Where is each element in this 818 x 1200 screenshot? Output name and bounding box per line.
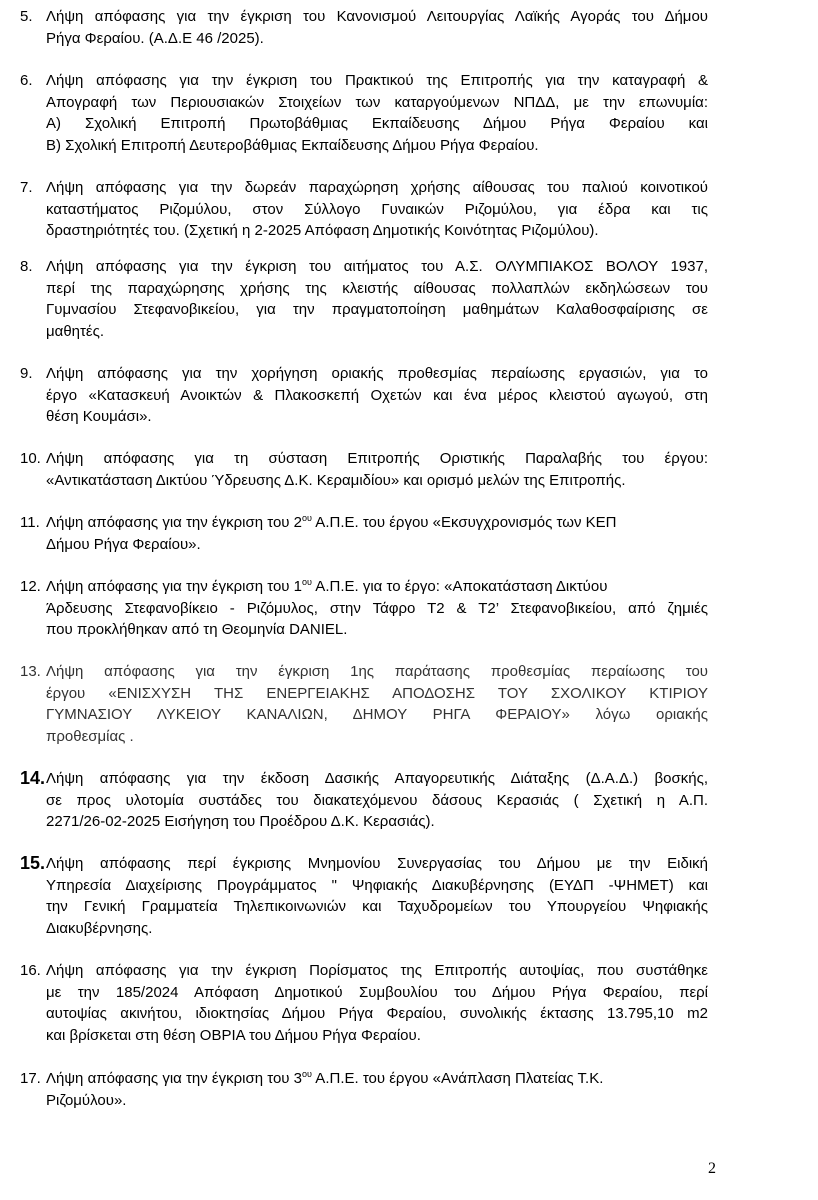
item-number: 6. (20, 72, 33, 89)
agenda-item-13 (20, 661, 708, 747)
item-line: περί της παραχώρησης χρήσης της κλειστής αίθουσας πολλαπλών εκδηλώσεων του (46, 279, 708, 297)
item-number: 15. (20, 853, 46, 873)
item-number: 13. (20, 663, 41, 680)
item-line: την Γενική Γραμματεία Τηλεπικοινωνιών και Ταχυδρομείων του Υπουργείου Ψηφιακής (46, 898, 708, 915)
item-line-start: Λήψη απόφασης για την έγκριση του 2 (46, 514, 303, 531)
item-number: 8. (20, 258, 33, 275)
item-line: με την 185/2024 Απόφαση Δημοτικού Συμβουλίου του Δήμου Ρήγα Φεραίου, περί (46, 983, 708, 1001)
item-number: 7. (20, 179, 33, 196)
ordinal-superscript: ου (302, 577, 312, 587)
item-line: δραστηριότητές του. (Σχετική η 2-2025 Απόφαση Δημοτικής Κοινότητας Ριζομύλου). (46, 222, 599, 239)
item-line-end: Α.Π.Ε. του έργου «Ανάπλαση Πλατείας Τ.Κ. (311, 1070, 604, 1087)
agenda-item-7 (20, 177, 708, 242)
item-line: Λήψη απόφασης για τη σύσταση Επιτροπής Οριστικής Παραλαβής του έργου: (46, 450, 708, 467)
item-line: που προκλήθηκαν από τη Θεομηνία DANIEL. (46, 621, 348, 638)
agenda-item-9 (20, 363, 708, 428)
item-line (46, 512, 708, 534)
item-line: σε προς υλοτομία συστάδες του διακατεχόμενου δάσους Κερασιάς ( Σχετική η Α.Π. (46, 791, 708, 809)
agenda-item-5 (20, 6, 708, 49)
item-line: προθεσμίας . (46, 727, 134, 745)
item-line: 2271/26-02-2025 Εισήγηση του Προέδρου Δ.Κ. Κερασιάς). (46, 813, 435, 830)
item-line: Υπηρεσία Διαχείρισης Προγράμματος " Ψηφιακής Διακυβέρνησης (ΕΥΔΠ -ΨΗΜΕΤ) και (46, 876, 708, 894)
agenda-item-17 (20, 1068, 708, 1111)
item-number: 16. (20, 962, 41, 979)
item-line: Λήψη απόφασης περί έγκρισης Μνημονίου Συνεργασίας του Δήμου με την Ειδική (46, 855, 708, 872)
item-line-start: Λήψη απόφασης για την έγκριση του 1 (46, 578, 303, 595)
item-line: Διακυβέρνησης. (46, 919, 153, 937)
ordinal-superscript: ου (302, 513, 312, 523)
item-line: Άρδευσης Στεφανοβίκειο - Ριζόμυλος, στην Τάφρο Τ2 & Τ2’ Στεφανοβικείου, από ζημιές (46, 599, 708, 617)
item-number: 9. (20, 365, 33, 382)
item-line-end: Α.Π.Ε. για το έργο: «Αποκατάσταση Δικτύου (311, 578, 608, 595)
agenda-item-8 (20, 256, 708, 342)
item-number: 11. (20, 514, 40, 531)
item-line (46, 576, 708, 598)
ordinal-superscript: ου (302, 1069, 312, 1079)
agenda-item-11 (20, 512, 708, 555)
item-line: Λήψη απόφασης για την έγκριση του αιτήματος του Α.Σ. ΟΛΥΜΠΙΑΚΟΣ ΒΟΛΟΥ 1937, (46, 258, 708, 275)
item-number: 5. (20, 8, 33, 25)
item-line: Β) Σχολική Επιτροπή Δευτεροβάθμιας Εκπαίδευσης Δήμου Ρήγα Φεραίου. (46, 136, 539, 154)
item-line: Ρήγα Φεραίου. (Α.Δ.Ε 46 /2025). (46, 29, 264, 47)
item-line: Α) Σχολική Επιτροπή Πρωτοβάθμιας Εκπαίδευσης Δήμου Ρήγα Φεραίου και (46, 115, 708, 132)
item-line: Λήψη απόφασης για την χορήγηση οριακής προθεσμίας περαίωσης εργασιών, για το (46, 365, 708, 382)
item-line (46, 1068, 708, 1090)
item-number: 17. (20, 1070, 41, 1087)
agenda-item-14 (20, 768, 708, 833)
agenda-item-10 (20, 448, 708, 491)
item-line: και βρίσκεται στη θέση ΟΒΡΙΑ του Δήμου Ρήγα Φεραίου. (46, 1026, 421, 1044)
item-line: Λήψη απόφασης για την έκδοση Δασικής Απαγορευτικής Διάταξης (Δ.Α.Δ.) βοσκής, (46, 770, 708, 787)
item-line: Λήψη απόφασης για την δωρεάν παραχώρηση χρήσης αίθουσας του παλιού κοινοτικού (46, 179, 708, 196)
item-line: Λήψη απόφασης για την έγκριση του Κανονισμού Λειτουργίας Λαϊκής Αγοράς του Δήμου (46, 8, 708, 25)
item-number: 14. (20, 768, 46, 788)
item-line: αυτοψίας ακινήτου, ιδιοκτησίας Δήμου Ρήγα Φεραίου, συνολικής έκτασης 13.795,10 m2 (46, 1005, 708, 1022)
item-line: μαθητές. (46, 322, 105, 340)
agenda-item-12 (20, 576, 708, 641)
item-line-end: Α.Π.Ε. του έργου «Εκσυγχρονισμός των ΚΕΠ (311, 514, 617, 531)
item-line: καταστήματος Ριζομύλου, στον Σύλλογο Γυναικών Ριζομύλου, για έδρα και τις (46, 200, 708, 218)
page-number: 2 (708, 1160, 716, 1177)
item-line: Ριζομύλου». (46, 1091, 127, 1109)
item-line: έργου «ΕΝΙΣΧΥΣΗ ΤΗΣ ΕΝΕΡΓΕΙΑΚΗΣ ΑΠΟΔΟΣΗΣ ΤΟΥ ΣΧΟΛΙΚΟΥ ΚΤΙΡΙΟΥ (46, 684, 708, 702)
agenda-item-15 (20, 853, 708, 939)
item-line: «Αντικατάσταση Δικτύου Ύδρευσης Δ.Κ. Κεραμιδίου» και ορισμό μελών της Επιτροπής. (46, 471, 626, 489)
item-line: θέση Κουμάσι». (46, 408, 152, 425)
item-line: Απογραφή των Περιουσιακών Στοιχείων των καταργούμενων ΝΠΔΔ, με την επωνυμία: (46, 93, 708, 111)
item-line: ΓΥΜΝΑΣΙΟΥ ΛΥΚΕΙΟΥ ΚΑΝΑΛΙΩΝ, ΔΗΜΟΥ ΡΗΓΑ ΦΕΡΑΙΟΥ» λόγω οριακής (46, 706, 708, 723)
item-number: 12. (20, 578, 41, 595)
item-number: 10. (20, 450, 41, 467)
item-line-start: Λήψη απόφασης για την έγκριση του 3 (46, 1070, 303, 1087)
item-line: Γυμνασίου Στεφανοβικείου, για την πραγματοποίηση μαθημάτων Καλαθοσφαίρισης σε (46, 301, 708, 318)
item-line: Λήψη απόφασης για την έγκριση 1ης παράτασης προθεσμίας περαίωσης του (46, 663, 708, 680)
agenda-item-6 (20, 70, 708, 156)
item-line: Δήμου Ρήγα Φεραίου». (46, 535, 201, 553)
item-line: Λήψη απόφασης για την έγκριση του Πρακτικού της Επιτροπής για την καταγραφή & (46, 72, 708, 89)
item-line: έργο «Κατασκευή Ανοικτών & Πλακοσκεπή Οχετών και ένα μέρος κλειστού αγωγού, στη (46, 386, 708, 404)
item-line: Λήψη απόφασης για την έγκριση Πορίσματος της Επιτροπής αυτοψίας, που συστάθηκε (46, 962, 708, 979)
agenda-item-16 (20, 960, 708, 1046)
